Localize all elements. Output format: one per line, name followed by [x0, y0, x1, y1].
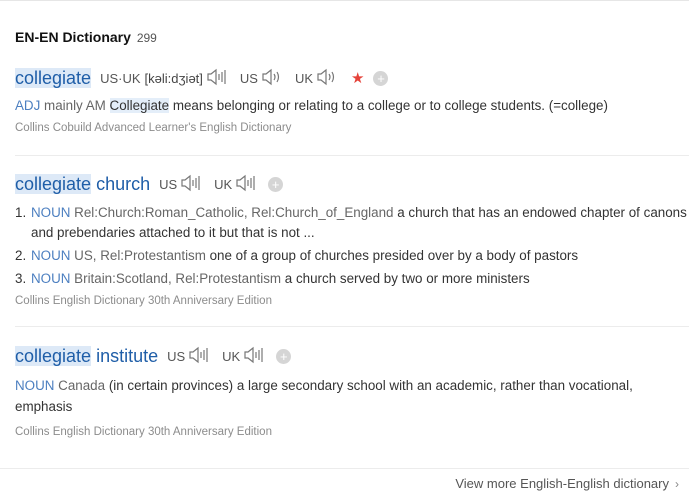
grammar-note: US, Rel:Protestantism [74, 248, 206, 263]
definition [15, 375, 680, 417]
pron-uk [222, 346, 265, 367]
entry-collegiate [15, 65, 689, 134]
result-count: 299 [136, 31, 157, 45]
pron-us [167, 346, 210, 367]
def-text: (in certain provinces) a large secondary school with an academic, rather than vocational, emphasis [15, 378, 633, 414]
definition [15, 95, 689, 116]
sense-text: one of a group of churches presided over by a body of pastors [205, 248, 579, 263]
sense-item [15, 246, 689, 266]
speaker-icon[interactable] [180, 174, 202, 195]
view-more-link[interactable] [455, 476, 679, 491]
phonetic: [kəli:dʒiət] [144, 70, 203, 86]
part-of-speech: ADJ [15, 98, 41, 113]
view-more-label: View more English-English dictionary [455, 476, 669, 491]
pron-label: US [239, 70, 258, 86]
entry-collegiate-church [15, 171, 689, 307]
sense-text: a church served by two or more ministers [281, 271, 530, 286]
pron-us-uk [100, 68, 228, 89]
pron-label: US [159, 176, 178, 192]
entry-collegiate-institute [15, 343, 689, 438]
part-of-speech: NOUN [31, 248, 71, 263]
grammar-note: Britain:Scotland, Rel:Protestantism [74, 271, 282, 286]
def-text: means belonging or relating to a college or to college students. (=college) [169, 98, 608, 113]
part-of-speech: NOUN [31, 271, 71, 286]
entry-headrow [15, 65, 689, 91]
add-icon[interactable]: + [268, 177, 283, 192]
top-divider [0, 0, 689, 1]
pron-label: UK [294, 70, 314, 86]
pron-label: UK [222, 348, 241, 364]
pron-label: US·UK [100, 70, 141, 86]
headword[interactable]: collegiate [15, 67, 92, 88]
add-icon[interactable]: + [276, 349, 291, 364]
part-of-speech: NOUN [15, 378, 55, 393]
sense-number: 2. [15, 248, 27, 263]
part-of-speech: NOUN [31, 205, 71, 220]
speaker-icon[interactable] [243, 346, 265, 367]
speaker-icon[interactable] [188, 346, 210, 367]
sense-list [15, 203, 689, 289]
sense-item [15, 269, 689, 289]
pron-label: UK [214, 176, 233, 192]
footer-divider [0, 468, 689, 469]
divider [15, 155, 689, 156]
sense-item [15, 203, 689, 243]
headword[interactable]: collegiate institute [15, 345, 159, 366]
grammar-note: Rel:Church:Roman_Catholic, Rel:Church_of_England [74, 205, 394, 220]
source-label: Collins English Dictionary 30th Anniversary Edition [15, 295, 272, 307]
entry-headrow [15, 171, 689, 197]
pron-us [240, 68, 283, 89]
speaker-icon[interactable] [316, 68, 338, 89]
entry-headrow [15, 343, 689, 369]
sense-text: a church that has an endowed chapter of canons and prebendaries attached to it but that is not ... [31, 205, 687, 240]
headword[interactable]: collegiate church [15, 173, 151, 194]
pron-label: US [167, 348, 186, 364]
chevron-right-icon: › [675, 476, 679, 491]
divider [15, 326, 689, 327]
section-title: EN-EN Dictionary [15, 29, 131, 45]
star-icon[interactable]: ★ [351, 70, 365, 87]
source-label: Collins Cobuild Advanced Learner's English Dictionary [15, 122, 292, 134]
grammar-note: mainly AM [44, 98, 106, 113]
speaker-icon[interactable] [235, 174, 257, 195]
speaker-icon[interactable] [261, 68, 283, 89]
sense-number: 3. [15, 271, 27, 286]
pron-us [159, 174, 202, 195]
pron-uk [214, 174, 257, 195]
sense-number: 1. [15, 205, 27, 220]
add-icon[interactable]: + [373, 71, 388, 86]
pron-uk [295, 68, 338, 89]
section-header [15, 29, 157, 45]
speaker-icon[interactable] [206, 68, 228, 89]
source-label: Collins English Dictionary 30th Anniversary Edition [15, 426, 272, 438]
grammar-note: Canada [58, 378, 106, 393]
def-headword: Collegiate [109, 98, 170, 113]
